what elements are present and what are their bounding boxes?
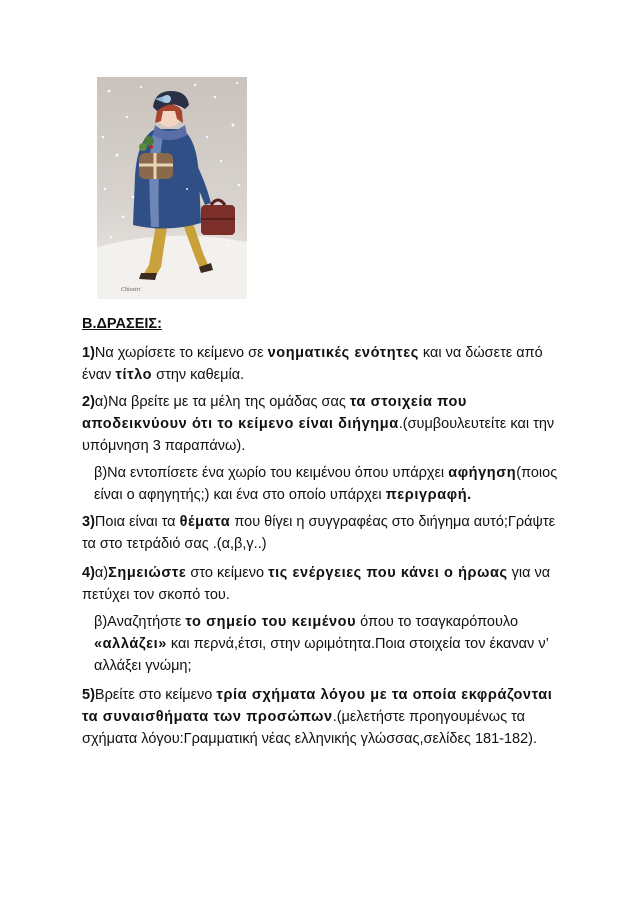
artist-signature: Chiostri [121,287,141,293]
emphasis: θέματα [179,514,231,530]
question-4a [82,562,562,606]
question-text: Να χωρίσετε το κείμενο σε [94,345,268,361]
question-text: Ποια είναι τα [94,514,180,530]
question-number: 1) [82,345,95,361]
question-text: β)Να εντοπίσετε ένα χωρίο του κειμένου όπου υπάρχει [94,465,449,481]
question-3 [82,511,562,555]
emphasis: τις ενέργειες που κάνει ο ήρωας [268,565,508,581]
question-text: .(συμβουλευτείτε και την υπόμνηση 3 παραπάνω). [82,416,555,454]
question-2a [82,391,562,457]
emphasis: τρία σχήματα λόγου με τα οποία εκφράζονται τα συναισθήματα των προσώπων [82,687,553,725]
question-text: για να πετύχει τον σκοπό του. [82,565,551,603]
question-text: α)Να βρείτε με τα μέλη της ομάδας σας [94,394,350,410]
emphasis: τα στοιχεία που αποδεικνύουν ότι το κείμενο είναι διήγημα [82,394,467,432]
question-text: στο κείμενο [186,565,269,581]
question-4b [82,611,562,677]
question-text: όπου το τσαγκαρόπουλο [356,614,519,630]
emphasis: τίτλο [115,367,153,383]
question-number: 3) [82,514,95,530]
question-2b [82,462,562,506]
question-5 [82,684,562,750]
question-text: α) [94,565,109,581]
question-text: που θίγει η συγγραφέας στο διήγημα αυτό;Γράψτε τα στο τετράδιό σας .(α,β,γ..) [82,514,556,552]
emphasis: αφήγηση [448,465,517,481]
emphasis: περιγραφή. [385,487,472,503]
question-text: και περνά,έτσι, στην ωριμότητα.Ποια στοιχεία τον έκαναν ν’ αλλάξει γνώμη; [94,636,549,674]
question-number: 2) [82,394,95,410]
question-number: 5) [82,687,95,703]
question-number: 4) [82,565,95,581]
postcard-illustration [97,77,247,299]
emphasis: νοηματικές ενότητες [267,345,419,361]
question-text: (ποιος είναι ο αφηγητής;) και ένα στο οποίο υπάρχει [94,465,558,503]
activities-section [82,313,562,755]
girl-in-snow-illustration [97,77,247,299]
question-1 [82,342,562,386]
question-text: και να δώσετε από έναν [82,345,543,383]
emphasis: Σημειώστε [108,565,187,581]
question-text: .(μελετήστε προηγουμένως τα σχήματα λόγου:Γραμματική νέας ελληνικής γλώσσας,σελίδες 181-182). [82,709,538,747]
emphasis: το σημείο του κειμένου [185,614,357,630]
question-text: στην καθεμία. [152,367,245,383]
section-heading: Β.ΔΡΑΣΕΙΣ: [82,316,162,332]
emphasis: «αλλάζει» [94,636,167,652]
question-text: β)Αναζητήστε [94,614,186,630]
question-text: Βρείτε στο κείμενο [94,687,217,703]
